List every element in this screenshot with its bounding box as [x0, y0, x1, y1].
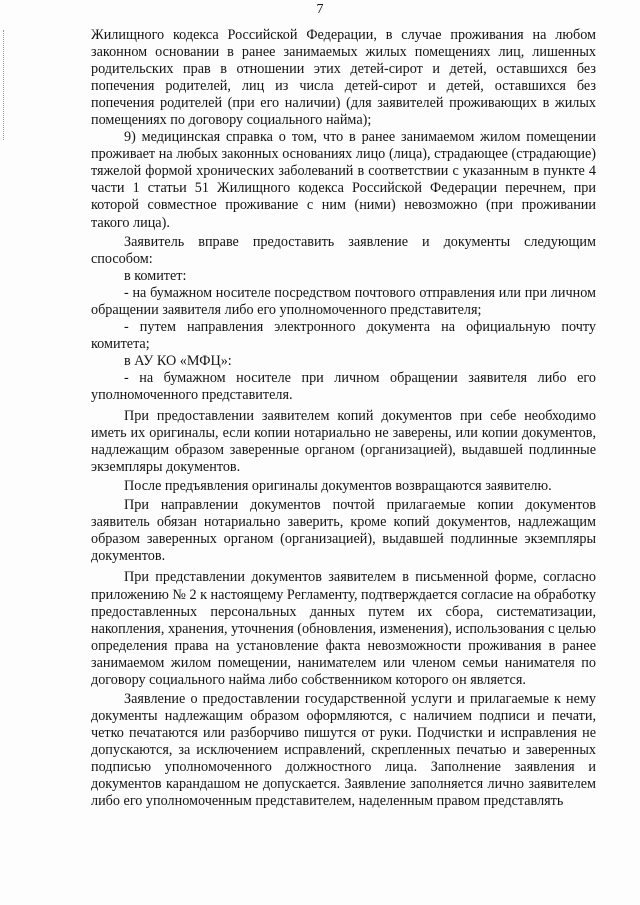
paragraph: После предъявления оригиналы документов возвращаются заявителю. — [124, 478, 552, 495]
page-number: 7 — [316, 2, 324, 17]
paragraph: Жилищного кодекса Российской Федерации, в случае проживания на любом законном основании в ранее занимаемых жилых помещениях лиц, лишенных родительских прав в отношении этих детей-сирот и детей, оставшихся без попечения родителей, лиц из числа детей-сирот и детей, оставшихся без попечения родителей (при его наличии) (для заявителей проживающих в жилых помещениях по договору социального найма); — [91, 27, 596, 129]
paragraph: При направлении документов почтой прилагаемые копии документов заявитель обязан нотариально заверить, кроме копий документов, надлежащим образом заверенных органом (организацией), выдавшей подлинные экземпляры документов. — [91, 497, 596, 565]
paragraph: Заявитель вправе предоставить заявление и документы следующим способом: — [91, 233, 596, 267]
paragraph: Заявление о предоставлении государственной услуги и прилагаемые к нему документы надлежащим образом оформляются, с наличием подписи и печати, четко печатаются или разборчиво пишутся от руки. Подчистки и исправления не допускаются, за исключением исправлений, скрепленных печатью и заверенных подписью уполномоченного должностного лица. Заполнение заявления и документов карандашом не допускается. Заявление заполняется лично заявителем либо его уполномоченным представителем, наделенным правом представлять — [91, 690, 596, 810]
paragraph: - путем направления электронного документа на официальную почту комитета; — [91, 318, 596, 352]
paragraph: При представлении документов заявителем в письменной форме, согласно приложению № 2 к настоящему Регламенту, подтверждается согласие на обработку предоставленных персональных данных путем их сбора, систематизации, накопления, хранения, уточнения (обновления, изменения), использования с целью определения права на установление факта невозможности проживания в ранее занимаемом жилом помещении, нанимателем или членом семьи нанимателя по договору социального найма либо собственником которого он является. — [91, 569, 596, 688]
paragraph: При предоставлении заявителем копий документов при себе необходимо иметь их оригиналы, если копии нотариально не заверены, или копии документов, надлежащим образом заверенные органом (организацией), выдавшей подлинные экземпляры документов. — [91, 408, 596, 476]
paragraph: - на бумажном носителе посредством почтового отправления или при личном обращении заявителя либо его уполномоченного представителя; — [91, 284, 596, 318]
paragraph: в комитет: — [124, 267, 187, 284]
paragraph: - на бумажном носителе при личном обращении заявителя либо его уполномоченного представителя. — [91, 369, 596, 403]
binding-marks — [3, 30, 6, 140]
document-body — [91, 27, 596, 810]
paragraph: в АУ КО «МФЦ»: — [124, 352, 232, 369]
paragraph: 9) медицинская справка о том, что в ранее занимаемом жилом помещении проживает на любых законных основаниях лицо (лица), страдающее (страдающие) тяжелой формой хронических заболеваний в соответствии с указанным в пункте 4 части 1 статьи 51 Жилищного кодекса Российской Федерации перечнем, при которой совместное проживание с ним (ними) невозможно (при проживании такого лица). — [91, 129, 596, 231]
